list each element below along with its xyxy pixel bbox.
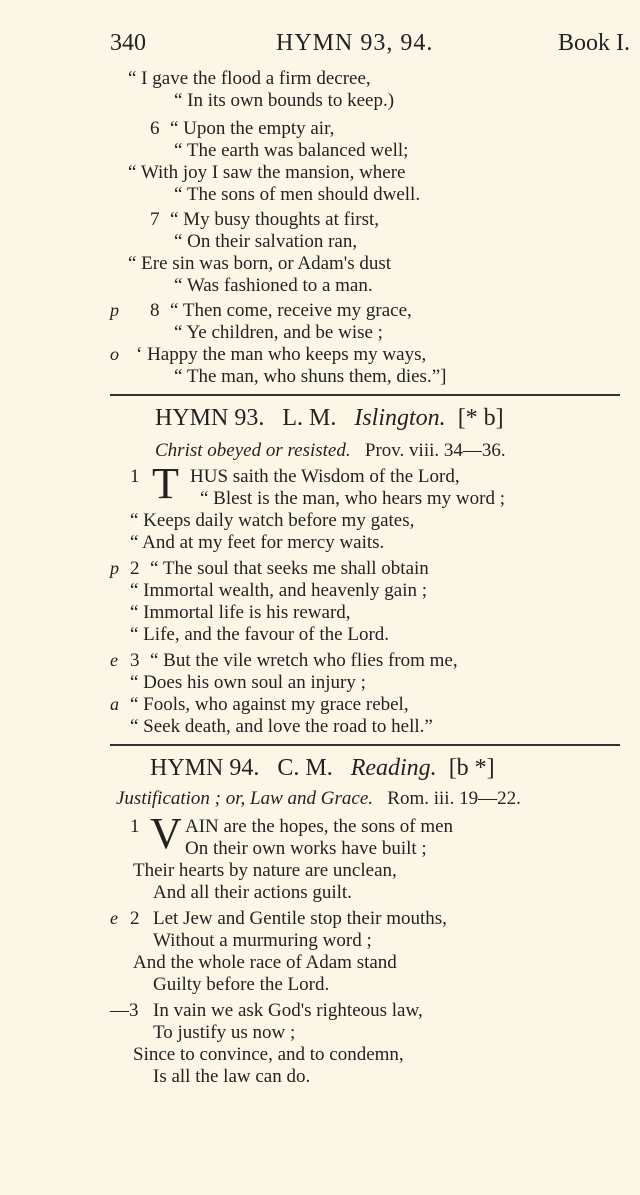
verse-line: “ Upon the empty air, bbox=[170, 118, 335, 139]
verse-line: “ Fools, who against my grace rebel, bbox=[130, 694, 409, 715]
dynamic-mark: a bbox=[110, 694, 119, 714]
dynamic-mark: p bbox=[110, 300, 119, 320]
verse-line: Since to convince, and to condemn, bbox=[133, 1044, 404, 1065]
verse-line: ‘ Happy the man who keeps my ways, bbox=[136, 344, 427, 365]
verse-line: And the whole race of Adam stand bbox=[133, 952, 397, 973]
verse-line: “ The man, who shuns them, dies.”] bbox=[174, 366, 447, 387]
verse-line: “ In its own bounds to keep.) bbox=[174, 90, 395, 111]
stanza-number: 2 bbox=[130, 908, 140, 929]
verse-line: “ Keeps daily watch before my gates, bbox=[130, 510, 415, 531]
running-title: HYMN 93, 94. bbox=[276, 30, 434, 56]
verse-line: “ Was fashioned to a man. bbox=[174, 275, 373, 296]
verse-line: “ And at my feet for mercy waits. bbox=[130, 532, 385, 553]
hymn-theme: Christ obeyed or resisted. bbox=[155, 440, 351, 461]
hymn-key: [* b] bbox=[457, 405, 504, 431]
verse-line: “ But the vile wretch who flies from me, bbox=[150, 650, 458, 671]
hymn-subtitle bbox=[155, 440, 506, 462]
page-number: 340 bbox=[110, 30, 146, 56]
verse-line: In vain we ask God's righteous law, bbox=[153, 1000, 423, 1021]
hymn-heading bbox=[150, 755, 495, 782]
hymn-subtitle bbox=[116, 788, 521, 810]
verse-line: To justify us now ; bbox=[153, 1022, 296, 1043]
verse-line: Their hearts by nature are unclean, bbox=[133, 860, 397, 881]
verse-line: Is all the law can do. bbox=[153, 1066, 311, 1087]
verse-line: “ Immortal wealth, and heavenly gain ; bbox=[130, 580, 428, 601]
dynamic-mark: o bbox=[110, 344, 119, 364]
dynamic-mark: e bbox=[110, 650, 118, 670]
verse-line: “ The sons of men should dwell. bbox=[174, 184, 421, 205]
hymn-tune: Reading. bbox=[350, 755, 437, 781]
hymn-meter: C. M. bbox=[277, 755, 333, 781]
drop-cap: T bbox=[152, 459, 179, 508]
verse-line: Let Jew and Gentile stop their mouths, bbox=[153, 908, 447, 929]
hymn-tune: Islington. bbox=[354, 405, 446, 431]
verse-line: “ The earth was balanced well; bbox=[174, 140, 409, 161]
stanza-number: 2 bbox=[130, 558, 140, 579]
scripture-reference: Prov. viii. 34—36. bbox=[364, 440, 506, 461]
stanza-number: —3 bbox=[110, 1000, 139, 1021]
stanza-number: 7 bbox=[150, 209, 160, 230]
section-divider bbox=[110, 744, 620, 746]
verse-line: “ Then come, receive my grace, bbox=[170, 300, 412, 321]
book-label: Book I. bbox=[558, 30, 630, 56]
section-divider bbox=[110, 394, 620, 396]
hymn-number: HYMN 93. bbox=[155, 405, 265, 431]
verse-line: “ On their salvation ran, bbox=[174, 231, 358, 252]
verse-line: “ Immortal life is his reward, bbox=[130, 602, 351, 623]
verse-line: HUS saith the Wisdom of the Lord, bbox=[190, 466, 460, 487]
verse-line: “ Life, and the favour of the Lord. bbox=[130, 624, 390, 645]
verse-line: On their own works have built ; bbox=[185, 838, 427, 859]
stanza-number: 1 bbox=[130, 466, 140, 487]
verse-line: “ Does his own soul an injury ; bbox=[130, 672, 366, 693]
dynamic-mark: e bbox=[110, 908, 118, 928]
verse-line: “ Ere sin was born, or Adam's dust bbox=[128, 253, 392, 274]
verse-line: “ My busy thoughts at first, bbox=[170, 209, 379, 230]
hymn-heading bbox=[155, 405, 504, 432]
page-header bbox=[110, 30, 630, 60]
stanza-number: 3 bbox=[130, 650, 140, 671]
stanza-number: 8 bbox=[150, 300, 160, 321]
stanza-number: 6 bbox=[150, 118, 160, 139]
drop-cap: V bbox=[150, 809, 182, 858]
verse-line: “ Blest is the man, who hears my word ; bbox=[200, 488, 506, 509]
hymn-meter: L. M. bbox=[282, 405, 337, 431]
verse-line: Guilty before the Lord. bbox=[153, 974, 330, 995]
verse-line: “ I gave the flood a firm decree, bbox=[128, 68, 371, 89]
dynamic-mark: p bbox=[110, 558, 119, 578]
verse-line: “ Ye children, and be wise ; bbox=[174, 322, 383, 343]
hymn-theme: Justification ; or, Law and Grace. bbox=[116, 788, 374, 809]
verse-line: “ With joy I saw the mansion, where bbox=[128, 162, 406, 183]
stanza-number: 1 bbox=[130, 816, 140, 837]
verse-line: “ The soul that seeks me shall obtain bbox=[150, 558, 429, 579]
hymn-number: HYMN 94. bbox=[150, 755, 260, 781]
hymn-key: [b *] bbox=[448, 755, 495, 781]
verse-line: “ Seek death, and love the road to hell.” bbox=[130, 716, 433, 737]
scripture-reference: Rom. iii. 19—22. bbox=[387, 788, 521, 809]
verse-line: And all their actions guilt. bbox=[153, 882, 352, 903]
verse-line: AIN are the hopes, the sons of men bbox=[185, 816, 454, 837]
verse-line: Without a murmuring word ; bbox=[153, 930, 372, 951]
